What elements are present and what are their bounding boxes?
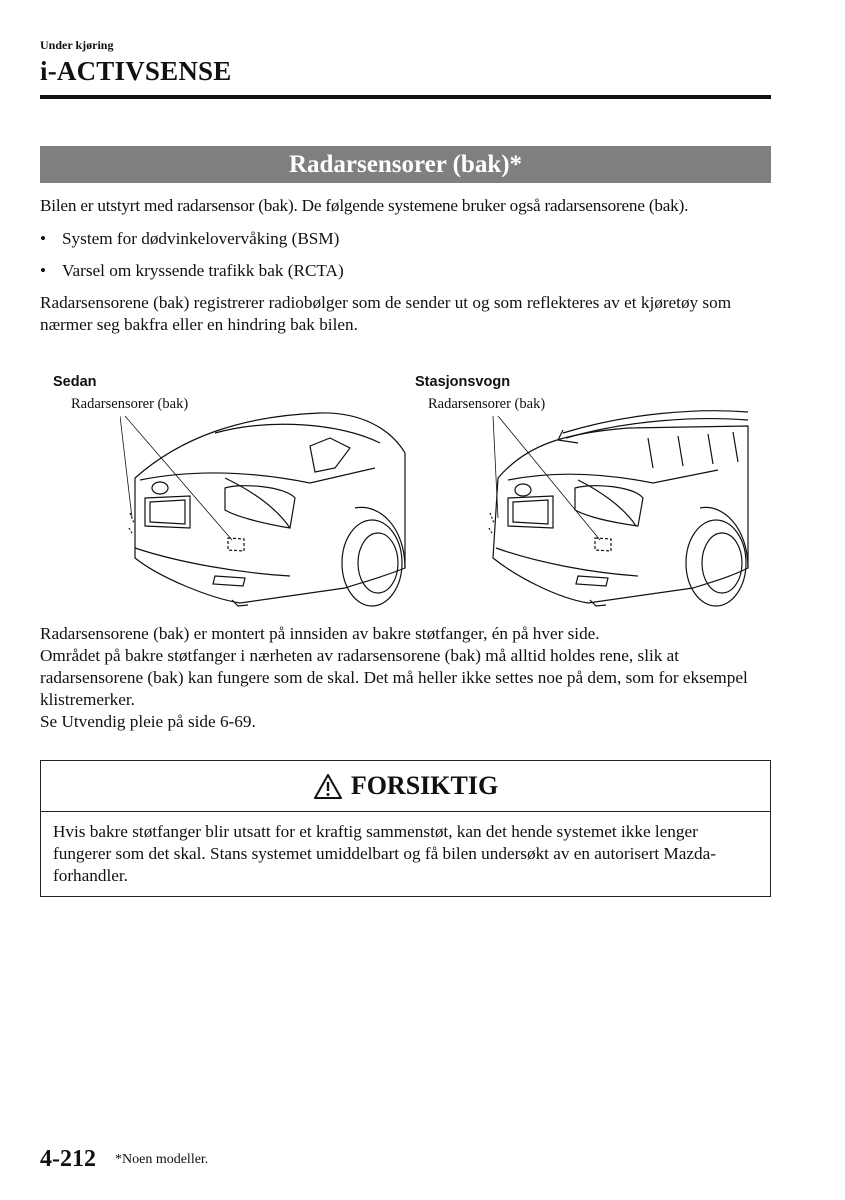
cleaning-line: Området på bakre støtfanger i nærheten av radarsensorene (bak) må alltid holdes rene, slik at radarsensorene (bak) kan fungere som de skal. Det må heller ikke settes noe på dem, som for eksempel klistremerker.	[40, 646, 748, 709]
wagon-caption: Stasjonsvogn	[415, 374, 511, 390]
bullet-text: System for dødvinkelovervåking (BSM)	[62, 229, 340, 248]
sedan-caption: Sedan	[53, 374, 97, 390]
intro-paragraph: Bilen er utstyrt med radarsensor (bak). De følgende systemene bruker også radarsensorene (bak).	[40, 196, 689, 215]
mounting-line: Radarsensorene (bak) er montert på innsiden av bakre støtfanger, én på hver side.	[40, 624, 600, 643]
footnote: *Noen modeller.	[115, 1152, 209, 1167]
wagon-sensor-label: Radarsensorer (bak)	[428, 396, 546, 412]
wagon-illustration	[478, 398, 753, 613]
bullet-item	[40, 260, 760, 282]
bullet-icon: •	[40, 229, 47, 248]
reference-line: Se Utvendig pleie på side 6-69.	[40, 712, 256, 731]
caution-header	[41, 761, 770, 812]
bullet-item	[40, 228, 760, 250]
sedan-sensor-label: Radarsensorer (bak)	[71, 396, 189, 412]
bullet-text: Varsel om kryssende trafikk bak (RCTA)	[62, 261, 344, 280]
section-title: i-ACTIVSENSE	[40, 56, 232, 86]
bullet-icon: •	[40, 261, 47, 280]
page-number: 4-212	[40, 1146, 96, 1172]
caution-title: FORSIKTIG	[350, 771, 499, 800]
caution-box	[40, 760, 771, 897]
chapter-title: Under kjøring	[40, 38, 114, 52]
sedan-illustration	[120, 398, 410, 613]
description-paragraph: Radarsensorene (bak) registrerer radiobølger som de sender ut og som reflekteres av et kjøretøy som nærmer seg bakfra eller en hindring bak bilen.	[40, 293, 732, 334]
topic-banner: Radarsensorer (bak)*	[40, 146, 771, 183]
header-rule	[40, 95, 771, 99]
mounting-paragraph	[40, 623, 780, 733]
warning-triangle-icon	[313, 773, 343, 800]
caution-text: Hvis bakre støtfanger blir utsatt for et kraftig sammenstøt, kan det hende systemet ikke lenger fungerer som det skal. Stans systemet umiddelbart og få bilen undersøkt av en autorisert Mazda-forhandler.	[53, 822, 716, 885]
